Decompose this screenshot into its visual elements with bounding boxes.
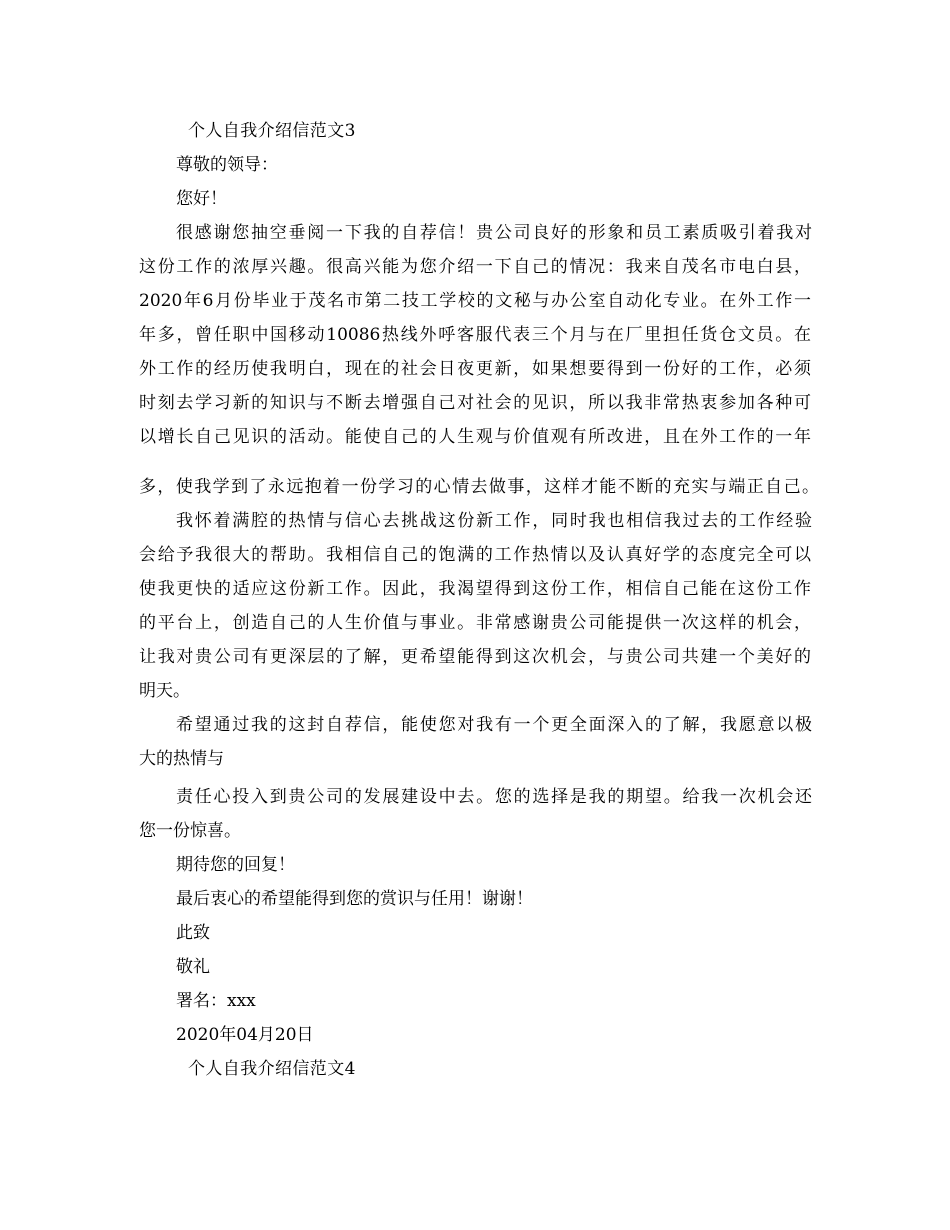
paragraph-2-line-6: 明天。 xyxy=(139,681,190,701)
paragraph-1-line-4: 年多，曾任职中国移动10086热线外呼客服代表三个月与在厂里担任货仓文员。在 xyxy=(139,325,811,345)
paragraph-3-line-1: 希望通过我的这封自荐信，能使您对我有一个更全面深入的了解，我愿意以极 xyxy=(176,715,812,735)
paragraph-4-line-2: 您一份惊喜。 xyxy=(139,821,241,841)
date: 2020年04月20日 xyxy=(176,1025,314,1045)
paragraph-1-line-7: 以增长自己见识的活动。能使自己的人生观与价值观有所改进，且在外工作的一年 xyxy=(139,427,811,447)
regards-line-2: 敬礼 xyxy=(176,957,210,977)
paragraph-3-line-2: 大的热情与 xyxy=(139,749,224,769)
letter-title-3: 个人自我介绍信范文3 xyxy=(188,121,356,141)
salutation: 尊敬的领导： xyxy=(176,155,278,175)
paragraph-2-line-2: 会给予我很大的帮助。我相信自己的饱满的工作热情以及认真好学的态度完全可以 xyxy=(139,545,811,565)
paragraph-2-line-5: 让我对贵公司有更深层的了解，更希望能得到这次机会，与贵公司共建一个美好的 xyxy=(139,647,811,667)
paragraph-4-line-1: 责任心投入到贵公司的发展建设中去。您的选择是我的期望。给我一次机会还 xyxy=(176,787,812,807)
paragraph-1-line-8: 多，使我学到了永远抱着一份学习的心情去做事，这样才能不断的充实与端正自己。 xyxy=(139,477,819,497)
greeting: 您好！ xyxy=(176,189,227,209)
paragraph-2-line-3: 使我更快的适应这份新工作。因此，我渴望得到这份工作，相信自己能在这份工作 xyxy=(139,579,811,599)
paragraph-1-line-3: 2020年6月份毕业于茂名市第二技工学校的文秘与办公室自动化专业。在外工作一 xyxy=(139,291,811,311)
closing-line-2: 最后衷心的希望能得到您的赏识与任用！谢谢！ xyxy=(176,889,533,909)
regards-line-1: 此致 xyxy=(176,923,210,943)
paragraph-1-line-1: 很感谢您抽空垂阅一下我的自荐信！贵公司良好的形象和员工素质吸引着我对 xyxy=(176,223,812,243)
paragraph-1-line-2: 这份工作的浓厚兴趣。很高兴能为您介绍一下自己的情况：我来自茂名市电白县， xyxy=(139,257,811,277)
paragraph-2-line-4: 的平台上，创造自己的人生价值与事业。非常感谢贵公司能提供一次这样的机会， xyxy=(139,613,811,633)
letter-title-4: 个人自我介绍信范文4 xyxy=(188,1059,356,1079)
paragraph-1-line-6: 时刻去学习新的知识与不断去增强自己对社会的见识，所以我非常热衷参加各种可 xyxy=(139,393,811,413)
closing-line-1: 期待您的回复！ xyxy=(176,855,295,875)
paragraph-2-line-1: 我怀着满腔的热情与信心去挑战这份新工作，同时我也相信我过去的工作经验 xyxy=(176,511,812,531)
paragraph-1-line-5: 外工作的经历使我明白，现在的社会日夜更新，如果想要得到一份好的工作，必须 xyxy=(139,359,811,379)
signature: 署名：xxx xyxy=(176,991,256,1011)
